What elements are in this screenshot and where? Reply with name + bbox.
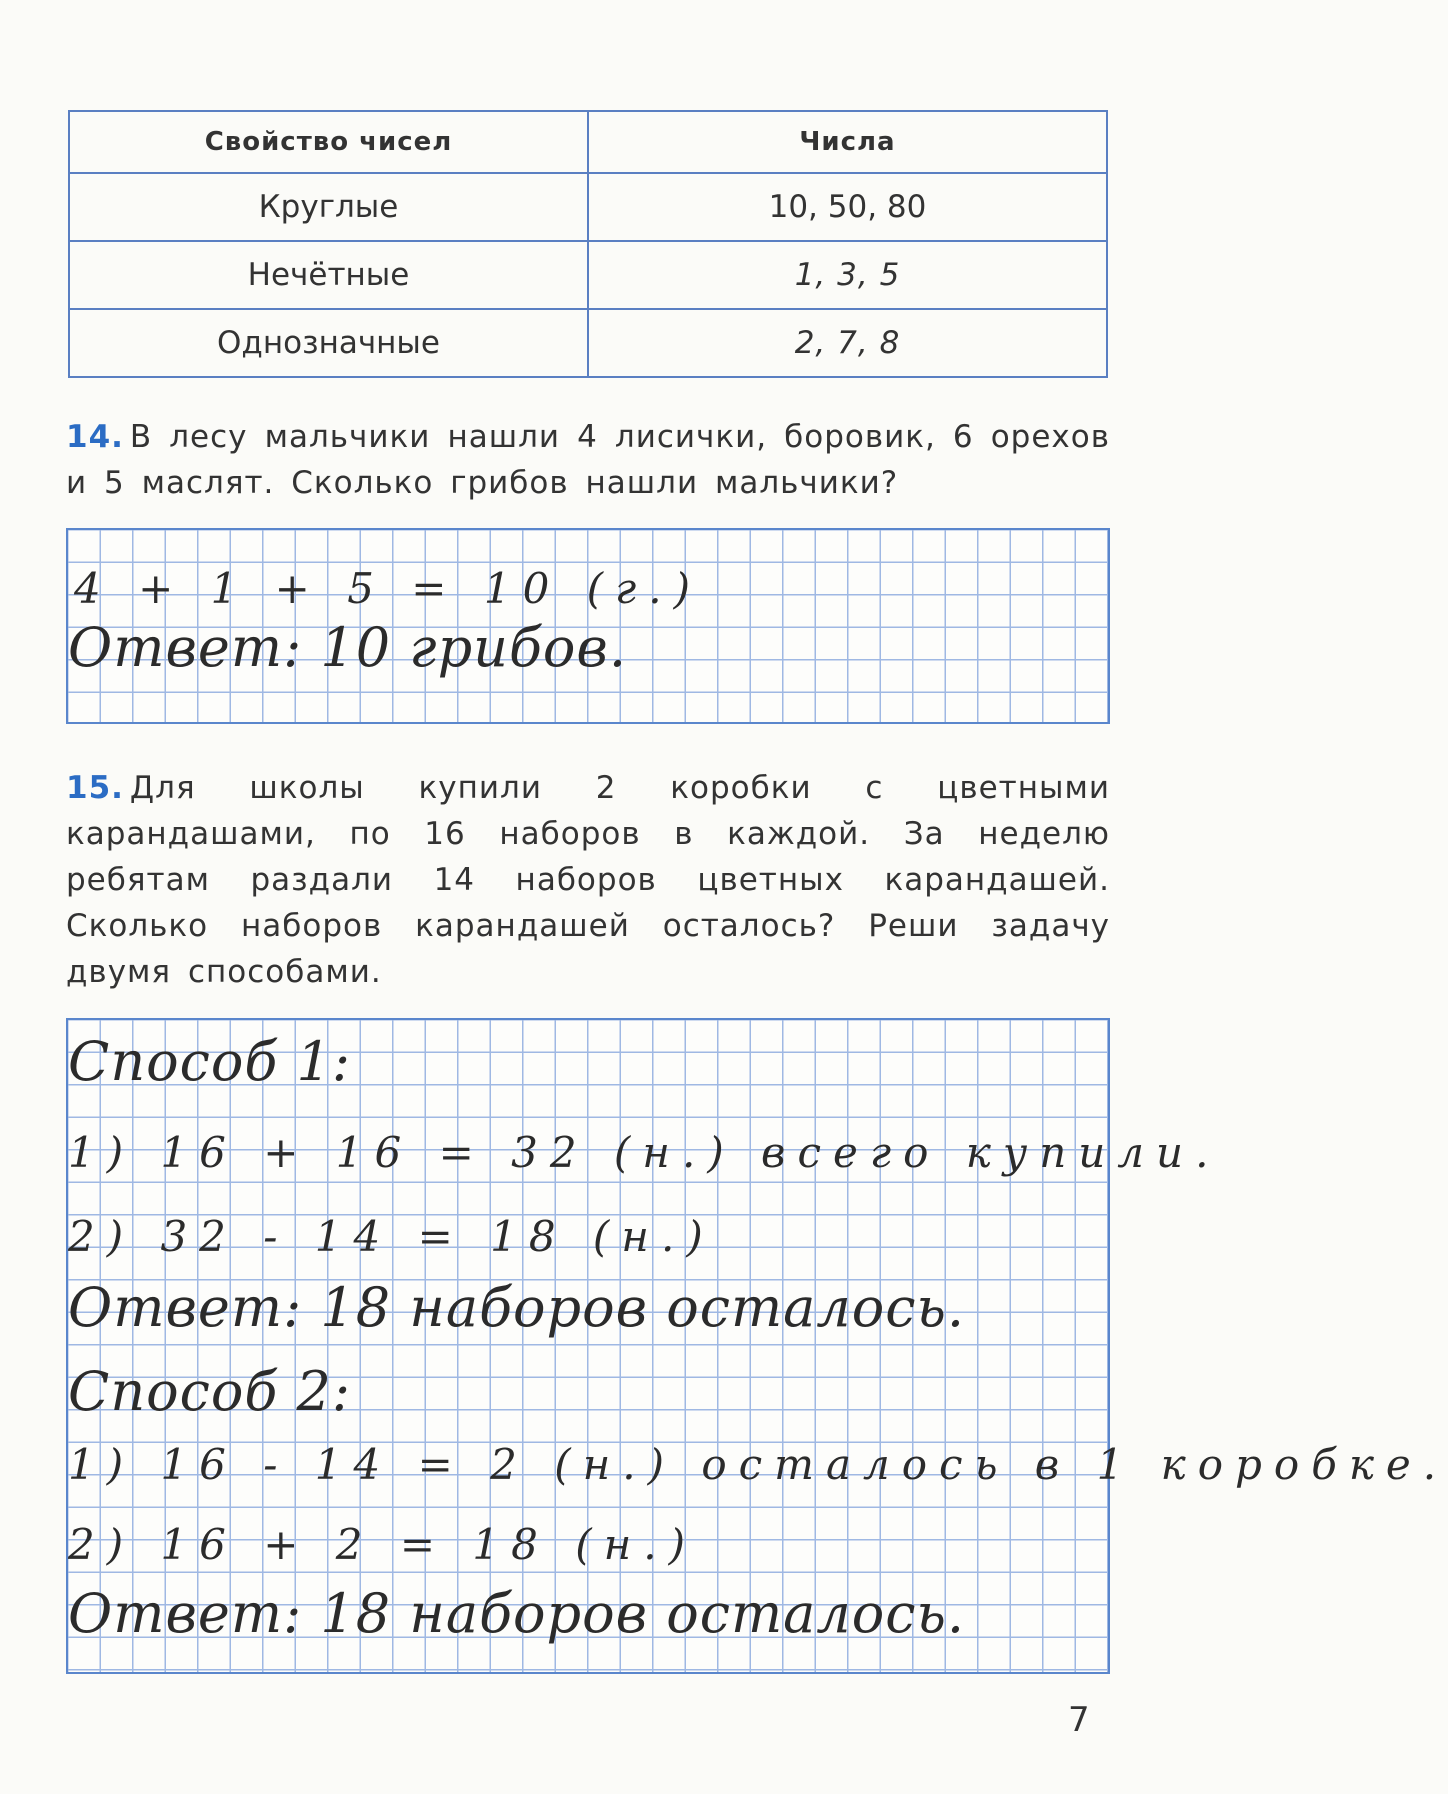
solution-answer: Ответ: 10 грибов. bbox=[68, 616, 628, 679]
solution-line: 1) 16 - 14 = 2 (н.) осталось в 1 коробке. bbox=[68, 1440, 1448, 1489]
table-header-property: Свойство чисел bbox=[69, 111, 588, 173]
table-cell-numbers-handwritten: 2, 7, 8 bbox=[588, 309, 1107, 377]
answer-grid-task-14 bbox=[66, 528, 1110, 724]
table-cell-property: Круглые bbox=[69, 173, 588, 241]
table-row bbox=[69, 241, 1107, 309]
task-text: В лесу мальчики нашли 4 лисички, боровик, 6 орехов и 5 маслят. Сколько грибов нашли мальчики? bbox=[66, 419, 1110, 501]
solution-line: 1) 16 + 16 = 32 (н.) всего купили. bbox=[68, 1128, 1221, 1177]
solution-method-heading: Способ 2: bbox=[68, 1360, 352, 1423]
table-cell-numbers-handwritten: 1, 3, 5 bbox=[588, 241, 1107, 309]
table-row bbox=[69, 309, 1107, 377]
table-cell-property: Нечётные bbox=[69, 241, 588, 309]
task-14 bbox=[66, 414, 1110, 506]
page-number: 7 bbox=[1068, 1700, 1090, 1740]
task-number: 14. bbox=[66, 419, 124, 455]
table-row bbox=[69, 173, 1107, 241]
answer-grid-task-15 bbox=[66, 1018, 1448, 1674]
solution-answer: Ответ: 18 наборов осталось. bbox=[68, 1276, 966, 1339]
table-header-numbers: Числа bbox=[588, 111, 1107, 173]
number-properties-table bbox=[68, 110, 1108, 378]
solution-method-heading: Способ 1: bbox=[68, 1030, 352, 1093]
solution-line: 4 + 1 + 5 = 10 (г.) bbox=[74, 564, 702, 613]
solution-line: 2) 16 + 2 = 18 (н.) bbox=[68, 1520, 697, 1569]
table-cell-numbers: 10, 50, 80 bbox=[588, 173, 1107, 241]
task-15 bbox=[66, 765, 1110, 995]
solution-answer: Ответ: 18 наборов осталось. bbox=[68, 1582, 966, 1645]
solution-line: 2) 32 - 14 = 18 (н.) bbox=[68, 1212, 715, 1261]
table-cell-property: Однозначные bbox=[69, 309, 588, 377]
task-number: 15. bbox=[66, 770, 124, 806]
task-text: Для школы купили 2 коробки с цветными карандашами, по 16 наборов в каждой. За неделю ребятам раздали 14 наборов цветных карандашей. Сколько наборов карандашей осталось? Реши задачу двумя способами. bbox=[66, 770, 1110, 990]
